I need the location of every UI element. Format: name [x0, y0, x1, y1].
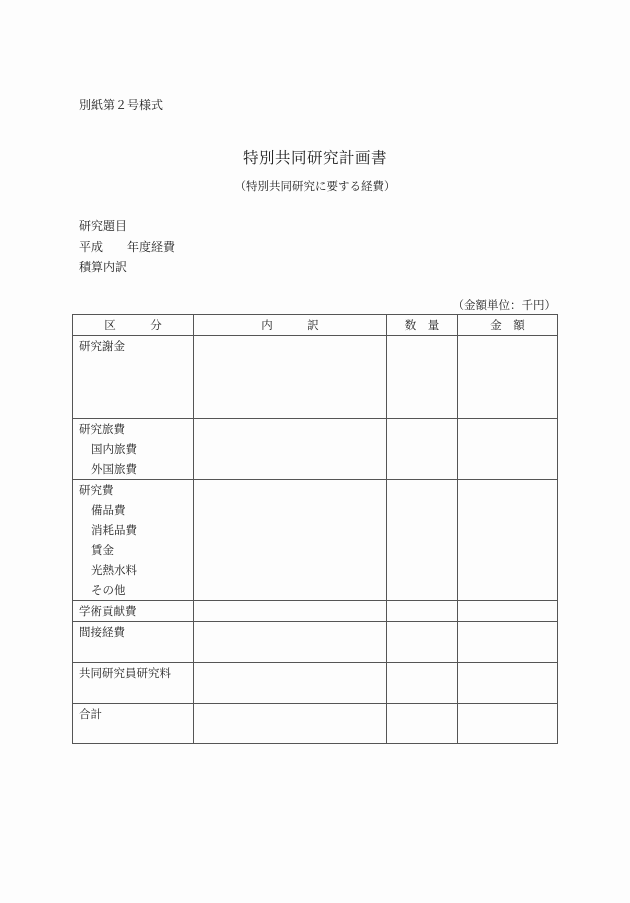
category-label: 研究費	[79, 483, 114, 497]
table-row	[73, 663, 558, 704]
breakdown-label: 積算内訳	[79, 260, 128, 274]
quantity-cell[interactable]	[387, 480, 458, 601]
subcategory-label: 光熱水料	[91, 563, 137, 577]
amount-cell[interactable]	[458, 419, 558, 480]
category-label: 研究謝金	[79, 339, 125, 353]
details-cell[interactable]	[194, 480, 387, 601]
quantity-cell[interactable]	[387, 663, 458, 704]
header-amount: 金 額	[458, 315, 558, 336]
details-cell[interactable]	[194, 704, 387, 744]
details-cell[interactable]	[194, 622, 387, 663]
fiscal-year-suffix: 年度経費	[127, 240, 176, 254]
subcategory-label: その他	[91, 583, 126, 597]
table-row	[73, 480, 558, 601]
subcategory-label: 外国旅費	[91, 462, 137, 476]
research-topic-label: 研究題目	[79, 219, 128, 233]
category-label: 研究旅費	[79, 422, 125, 436]
quantity-cell[interactable]	[387, 601, 458, 622]
category-label: 共同研究員研究料	[79, 666, 171, 680]
category-label: 学術貢献費	[79, 604, 137, 618]
details-cell[interactable]	[194, 601, 387, 622]
table-row	[73, 419, 558, 480]
amount-cell[interactable]	[458, 336, 558, 419]
fiscal-year-prefix: 平成	[79, 240, 104, 254]
category-label: 間接経費	[79, 625, 125, 639]
category-cell	[73, 419, 194, 480]
category-cell	[73, 336, 194, 419]
subcategory-label: 賃金	[91, 543, 114, 557]
table-row	[73, 336, 558, 419]
table-row	[73, 601, 558, 622]
amount-cell[interactable]	[458, 622, 558, 663]
subcategory-label: 備品費	[91, 503, 126, 517]
subcategory-label: 国内旅費	[91, 442, 137, 456]
quantity-cell[interactable]	[387, 704, 458, 744]
header-row	[73, 315, 558, 336]
details-cell[interactable]	[194, 419, 387, 480]
category-cell	[73, 601, 194, 622]
table-row	[73, 622, 558, 663]
details-cell[interactable]	[194, 663, 387, 704]
header-details: 内 訳	[194, 315, 387, 336]
form-number: 別紙第２号様式	[79, 98, 164, 112]
category-cell	[73, 622, 194, 663]
amount-cell[interactable]	[458, 601, 558, 622]
document-subtitle: （特別共同研究に要する経費）	[234, 179, 396, 193]
category-label: 合計	[79, 707, 102, 721]
amount-cell[interactable]	[458, 480, 558, 601]
table-row-total	[73, 704, 558, 744]
category-cell	[73, 704, 194, 744]
fiscal-year-label	[79, 238, 175, 255]
unit-note: （金額単位：千円）	[452, 298, 556, 312]
category-cell	[73, 663, 194, 704]
quantity-cell[interactable]	[387, 622, 458, 663]
category-cell	[73, 480, 194, 601]
header-quantity: 数 量	[387, 315, 458, 336]
amount-cell[interactable]	[458, 663, 558, 704]
header-category: 区 分	[73, 315, 194, 336]
budget-table	[72, 314, 558, 744]
document-title: 特別共同研究計画書	[242, 149, 387, 167]
quantity-cell[interactable]	[387, 336, 458, 419]
amount-cell[interactable]	[458, 704, 558, 744]
subcategory-label: 消耗品費	[91, 523, 137, 537]
quantity-cell[interactable]	[387, 419, 458, 480]
details-cell[interactable]	[194, 336, 387, 419]
